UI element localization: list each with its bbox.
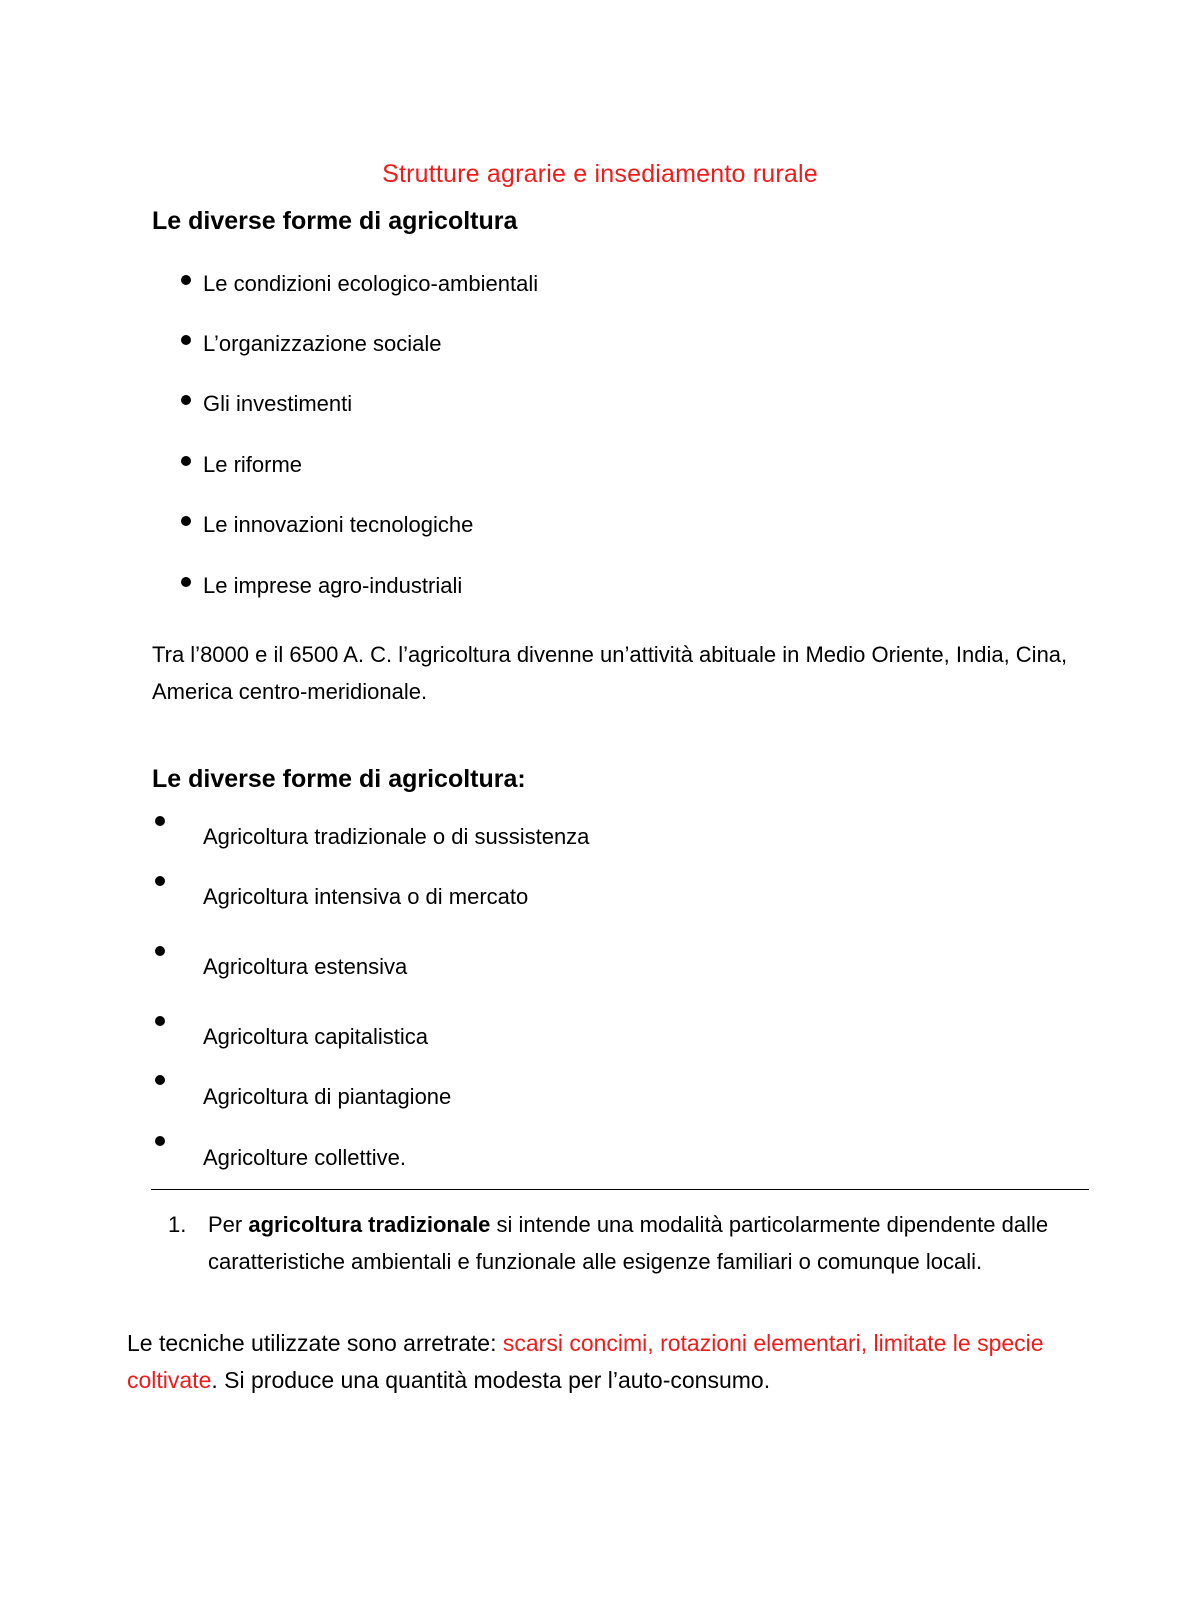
intro-paragraph: Tra l’8000 e il 6500 A. C. l’agricoltura divenne un’attività abituale in Medio Oriente, India, Cina, America centro-meridionale. <box>152 642 1068 704</box>
list-item: Agricoltura tradizionale o di sussistenza <box>203 824 590 849</box>
page-title: Strutture agrarie e insediamento rurale <box>382 160 818 188</box>
list-item: Agricoltura di piantagione <box>203 1084 452 1109</box>
bullet-icon <box>181 456 191 466</box>
numbered-post: si intende una modalità particolarmente dipendente dalle caratteristiche ambientali e funzionale alle esigenze familiari o comunque locali. <box>208 1212 1049 1274</box>
techniques-post: . Si produce una quantità modesta per l’auto-consumo. <box>211 1367 771 1393</box>
list-item: Le innovazioni tecnologiche <box>203 512 474 537</box>
numbered-pre: Per <box>208 1212 249 1237</box>
bullet-icon <box>181 577 191 587</box>
bullet-icon <box>181 275 191 285</box>
section2-heading: Le diverse forme di agricoltura: <box>152 765 526 793</box>
list-item: Le condizioni ecologico-ambientali <box>203 271 539 296</box>
bullet-icon <box>181 395 191 405</box>
techniques-highlight: scarsi concimi, rotazioni elementari, limitate le specie coltivate <box>127 1330 1044 1393</box>
bullet-icon <box>155 1075 165 1085</box>
item-number: 1. <box>168 1212 187 1237</box>
list-item: Agricoltura capitalistica <box>203 1024 428 1049</box>
list-item: Le riforme <box>203 452 303 477</box>
list-item: L’organizzazione sociale <box>203 331 442 356</box>
techniques-pre: Le tecniche utilizzate sono arretrate: <box>127 1330 503 1356</box>
list-item: Le imprese agro-industriali <box>203 573 463 598</box>
list-item: Agricolture collettive. <box>203 1145 406 1170</box>
bullet-icon <box>181 516 191 526</box>
bullet-icon <box>181 335 191 345</box>
numbered-item-text <box>208 1206 1088 1280</box>
list-item: Agricoltura intensiva o di mercato <box>203 884 529 909</box>
bullet-icon <box>155 816 165 826</box>
bullet-icon <box>155 876 165 886</box>
bullet-icon <box>155 1016 165 1026</box>
techniques-paragraph <box>127 1325 1087 1399</box>
list-item: Gli investimenti <box>203 391 353 416</box>
list-item: Agricoltura estensiva <box>203 954 408 979</box>
section1-heading: Le diverse forme di agricoltura <box>152 207 518 235</box>
bullet-icon <box>155 946 165 956</box>
numbered-bold-term: agricoltura tradizionale <box>248 1212 491 1237</box>
horizontal-rule <box>151 1189 1089 1190</box>
bullet-icon <box>155 1136 165 1146</box>
